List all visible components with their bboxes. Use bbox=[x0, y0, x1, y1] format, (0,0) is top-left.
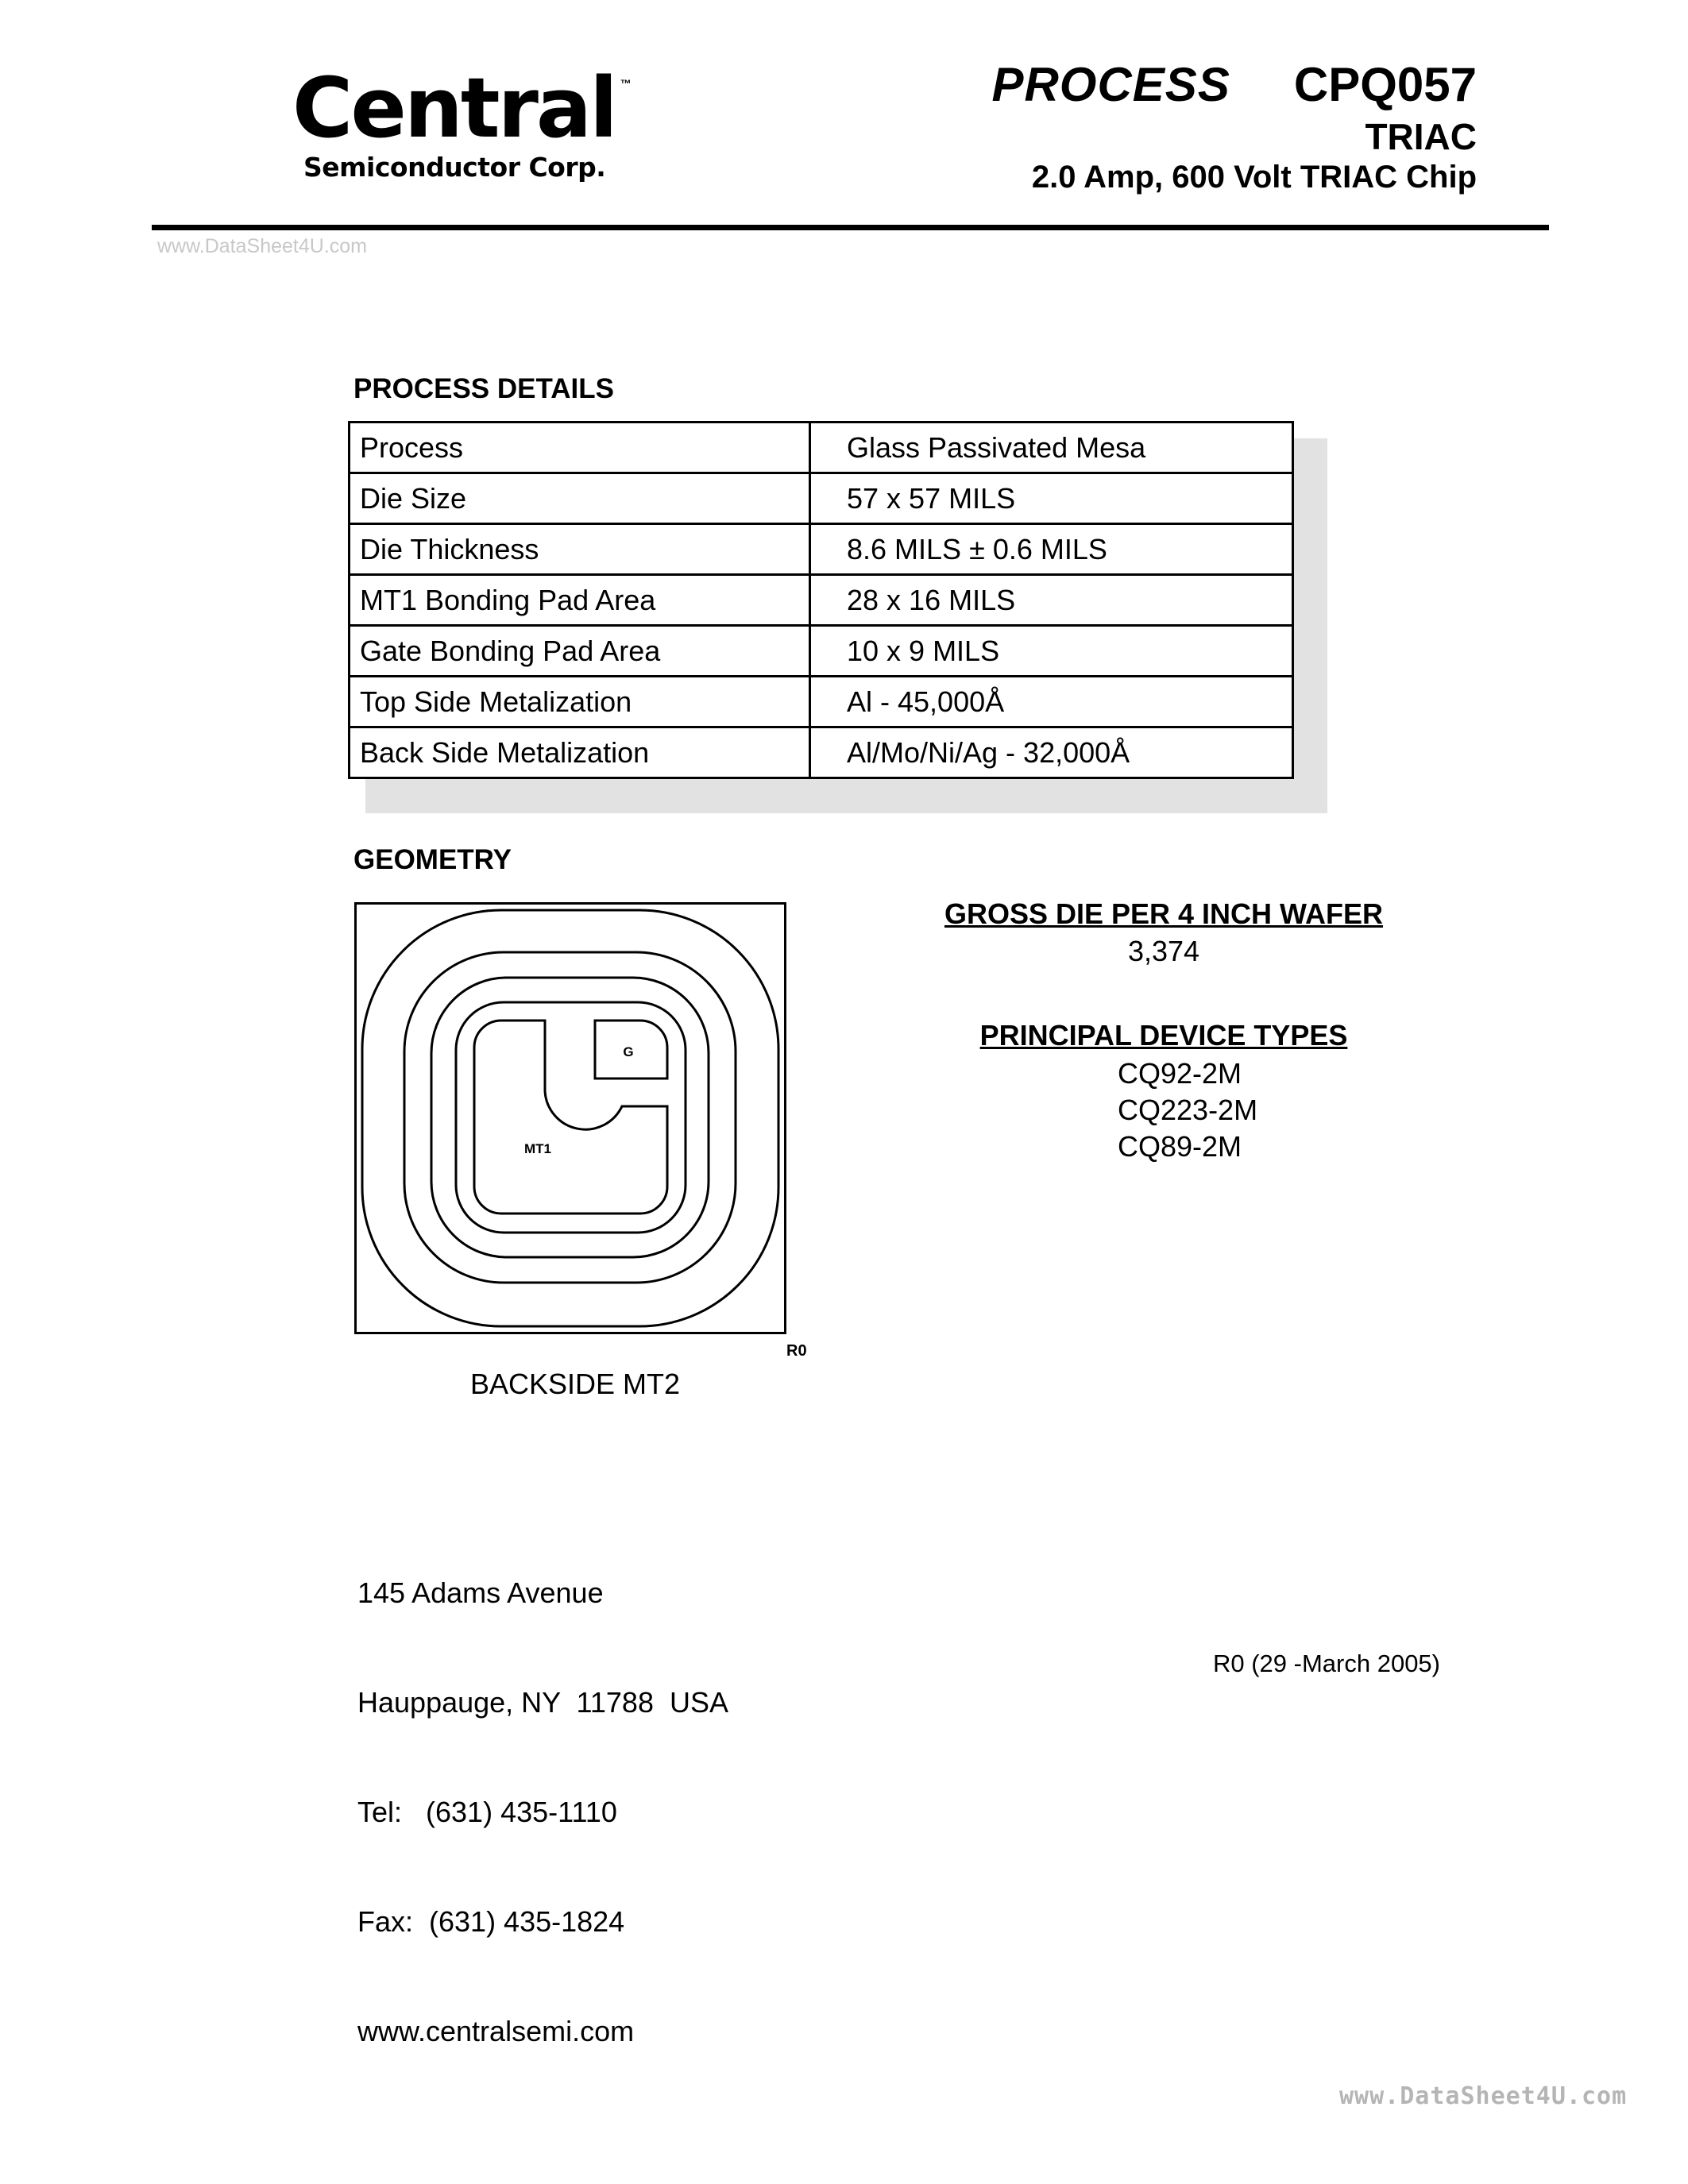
header-divider bbox=[152, 225, 1549, 230]
mt1-pad-outline bbox=[474, 1021, 667, 1214]
cell-label: Back Side Metalization bbox=[350, 727, 810, 778]
company-logo-subtitle: Semiconductor Corp. bbox=[303, 152, 606, 183]
table-row bbox=[350, 575, 1293, 626]
device-types-list bbox=[1118, 1055, 1257, 1165]
cell-value: Al - 45,000Å bbox=[810, 677, 1293, 727]
watermark-bottom[interactable]: www.DataSheet4U.com bbox=[1339, 2082, 1628, 2110]
company-logo-wrapper bbox=[292, 60, 632, 156]
address-street: 145 Adams Avenue bbox=[357, 1576, 604, 1609]
mt1-label: MT1 bbox=[524, 1141, 551, 1156]
table-row bbox=[350, 727, 1293, 778]
process-label: PROCESS bbox=[991, 58, 1230, 111]
diagram-caption: BACKSIDE MT2 bbox=[470, 1368, 681, 1400]
company-logo: Central bbox=[292, 60, 616, 156]
gate-label: G bbox=[623, 1044, 634, 1059]
cell-value: 57 x 57 MILS bbox=[810, 473, 1293, 524]
die-geometry-diagram bbox=[354, 902, 786, 1334]
cell-label: Process bbox=[350, 423, 810, 473]
cell-value: 28 x 16 MILS bbox=[810, 575, 1293, 626]
company-address bbox=[357, 1502, 728, 2086]
guard-ring-4 bbox=[456, 1002, 686, 1233]
device-type-item: CQ89-2M bbox=[1118, 1130, 1242, 1163]
cell-label: MT1 Bonding Pad Area bbox=[350, 575, 810, 626]
geometry-heading: GEOMETRY bbox=[353, 844, 512, 875]
document-subtitle: 2.0 Amp, 600 Volt TRIAC Chip bbox=[1031, 160, 1477, 195]
gross-die-heading: GROSS DIE PER 4 INCH WAFER bbox=[944, 897, 1384, 930]
trademark-symbol: ™ bbox=[620, 77, 632, 90]
cell-value: Glass Passivated Mesa bbox=[810, 423, 1293, 473]
cell-value: 10 x 9 MILS bbox=[810, 626, 1293, 677]
cell-label: Die Size bbox=[350, 473, 810, 524]
die-outline bbox=[356, 904, 786, 1333]
watermark-top: www.DataSheet4U.com bbox=[157, 235, 368, 257]
cell-label: Gate Bonding Pad Area bbox=[350, 626, 810, 677]
device-type-item: CQ92-2M bbox=[1118, 1057, 1242, 1090]
table-row bbox=[350, 524, 1293, 575]
address-website[interactable]: www.centralsemi.com bbox=[357, 2015, 635, 2047]
table-row bbox=[350, 423, 1293, 473]
device-type: TRIAC bbox=[1365, 116, 1477, 157]
document-title bbox=[991, 59, 1477, 111]
device-types-heading: PRINCIPAL DEVICE TYPES bbox=[979, 1019, 1348, 1051]
gross-die-value: 3,374 bbox=[1127, 935, 1200, 967]
table-row bbox=[350, 626, 1293, 677]
table-row bbox=[350, 473, 1293, 524]
device-type-item: CQ223-2M bbox=[1118, 1094, 1258, 1126]
diagram-revision: R0 bbox=[786, 1342, 807, 1360]
table-row bbox=[350, 677, 1293, 727]
address-fax: Fax: (631) 435-1824 bbox=[357, 1905, 625, 1938]
process-details-heading: PROCESS DETAILS bbox=[353, 373, 615, 404]
cell-value: 8.6 MILS ± 0.6 MILS bbox=[810, 524, 1293, 575]
address-city: Hauppauge, NY 11788 USA bbox=[357, 1686, 728, 1719]
cell-label: Top Side Metalization bbox=[350, 677, 810, 727]
outer-ring bbox=[362, 910, 778, 1326]
revision-date: R0 (29 -March 2005) bbox=[1212, 1650, 1440, 1677]
cell-label: Die Thickness bbox=[350, 524, 810, 575]
address-tel: Tel: (631) 435-1110 bbox=[357, 1796, 617, 1828]
cell-value: Al/Mo/Ni/Ag - 32,000Å bbox=[810, 727, 1293, 778]
process-details-table bbox=[348, 421, 1294, 779]
process-code: CPQ057 bbox=[1293, 58, 1477, 111]
